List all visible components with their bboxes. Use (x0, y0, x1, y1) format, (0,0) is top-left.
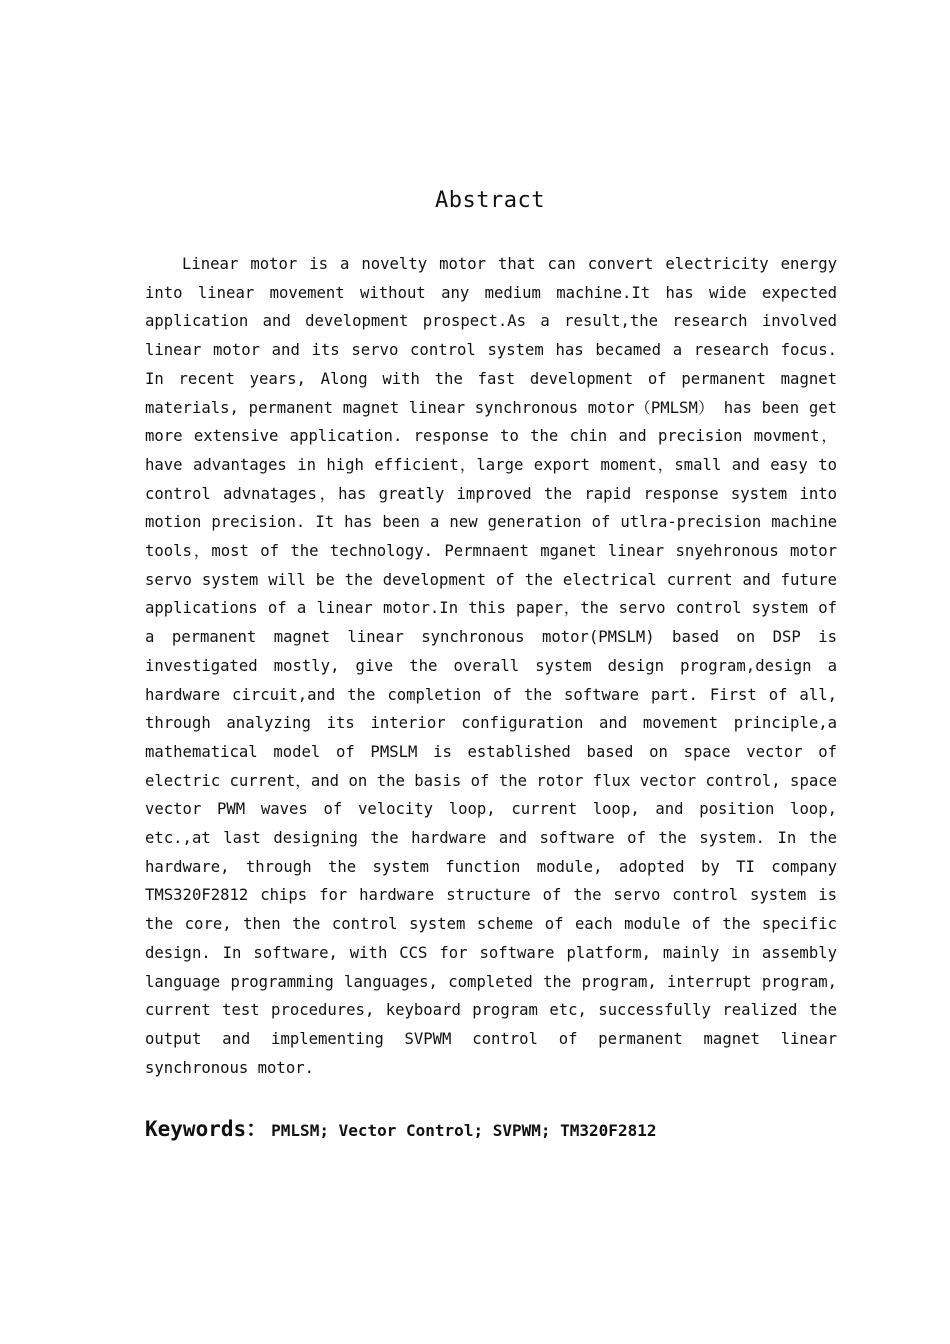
keywords-line (145, 1113, 845, 1143)
abstract-body: Linear motor is a novelty motor that can convert electricity energy into linear movement without any medium machine.It has wide expected application and development prospect.As a result,the research involved linear motor and its servo control system has becamed a research focus. In recent years, Along with the fast development of permanent magnet materials, permanent magnet linear synchronous motor（PMLSM） has been get more extensive application. response to the chin and precision movment，have advantages in high efficient，large export moment，small and easy to control advnatages，has greatly improved the rapid response system into motion precision. It has been a new generation of utlra-precision machine tools，most of the technology. Permnaent mganet linear snyehronous motor servo system will be the development of the electrical current and future applications of a linear motor.In this paper，the servo control system of a permanent magnet linear synchronous motor(PMSLM) based on DSP is investigated mostly, give the overall system design program,design a hardware circuit,and the completion of the software part. First of all, through analyzing its interior configuration and movement principle,a mathematical model of PMSLM is established based on space vector of electric current，and on the basis of the rotor flux vector control, space vector PWM waves of velocity loop, current loop, and position loop, etc.,at last designing the hardware and software of the system. In the hardware, through the system function module, adopted by TI company TMS320F2812 chips for hardware structure of the servo control system is the core, then the control system scheme of each module of the specific design. In software, with CCS for software platform, mainly in assembly language programming languages, completed the program, interrupt program, current test procedures, keyboard program etc, successfully realized the output and implementing SVPWM control of permanent magnet linear synchronous motor. (145, 255, 837, 1077)
keywords-label: Keywords： (145, 1117, 268, 1141)
keywords-values: PMLSM; Vector Control; SVPWM; TM320F2812 (271, 1121, 657, 1140)
page-title: Abstract (435, 188, 545, 213)
